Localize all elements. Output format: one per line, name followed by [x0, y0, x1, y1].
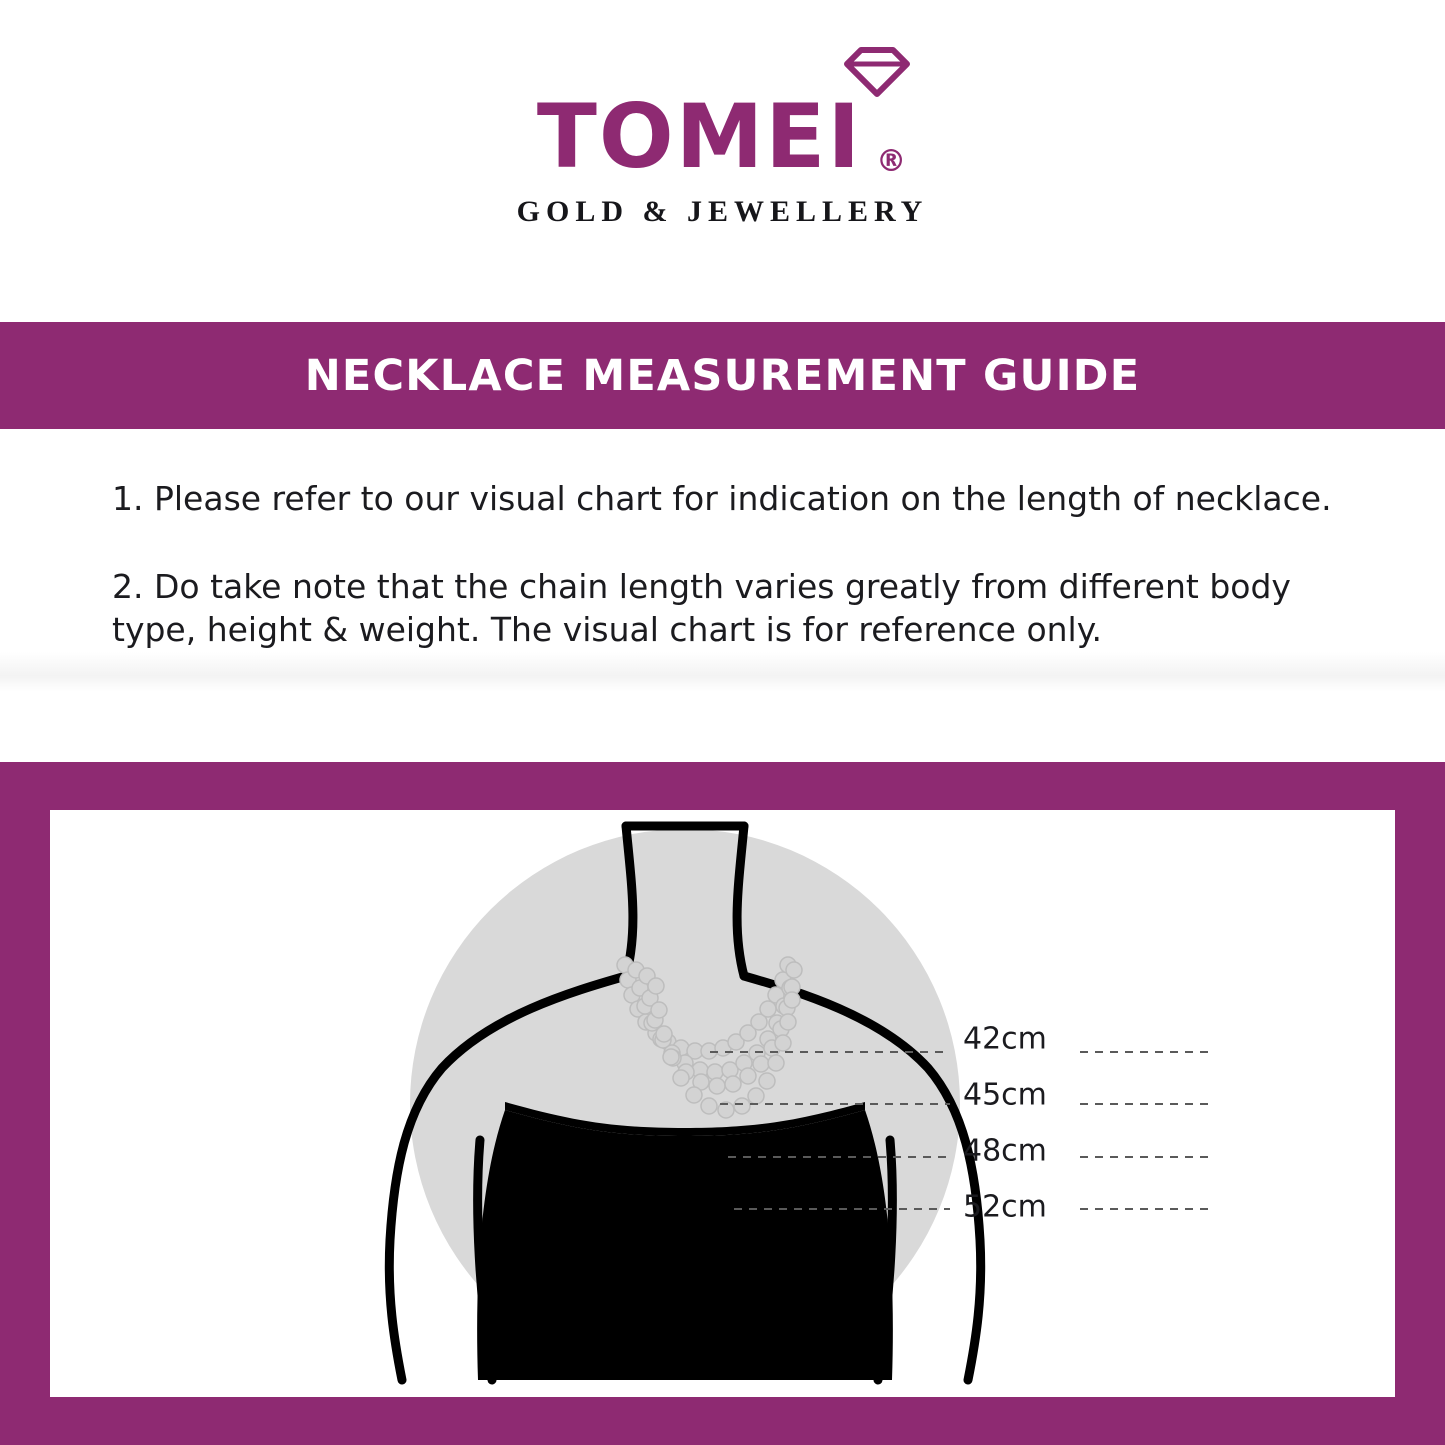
- note-item-1: 1. Please refer to our visual chart for indication on the length of necklace.: [112, 479, 1332, 518]
- measure-label-52cm: 52cm: [963, 1189, 1047, 1225]
- diagram-panel: [50, 810, 1395, 1397]
- diagram-frame: [0, 762, 1445, 1445]
- dress-shape: [477, 1110, 893, 1380]
- logo-tagline: GOLD & JEWELLERY: [516, 195, 929, 228]
- necklace-length-chart: [50, 810, 1395, 1397]
- page-title: NECKLACE MEASUREMENT GUIDE: [304, 350, 1141, 401]
- diamond-icon: [841, 47, 913, 102]
- measure-underlines: [1080, 1052, 1210, 1209]
- logo-wordmark: [517, 85, 929, 188]
- measure-label-42cm: 42cm: [963, 1021, 1047, 1057]
- section-divider: [0, 652, 1445, 692]
- logo: [516, 85, 929, 229]
- measure-label-45cm: 45cm: [963, 1077, 1047, 1113]
- logo-wordmark-text: TOMEI: [536, 85, 863, 188]
- note-item-2: 2. Do take note that the chain length varies greatly from different body type, height & weight. The visual chart is for reference only.: [112, 566, 1291, 650]
- notes-section: [0, 429, 1445, 652]
- measure-label-48cm: 48cm: [963, 1133, 1047, 1169]
- brand-header: [0, 0, 1445, 322]
- page-title-band: [0, 322, 1445, 429]
- registered-mark: ®: [876, 144, 909, 179]
